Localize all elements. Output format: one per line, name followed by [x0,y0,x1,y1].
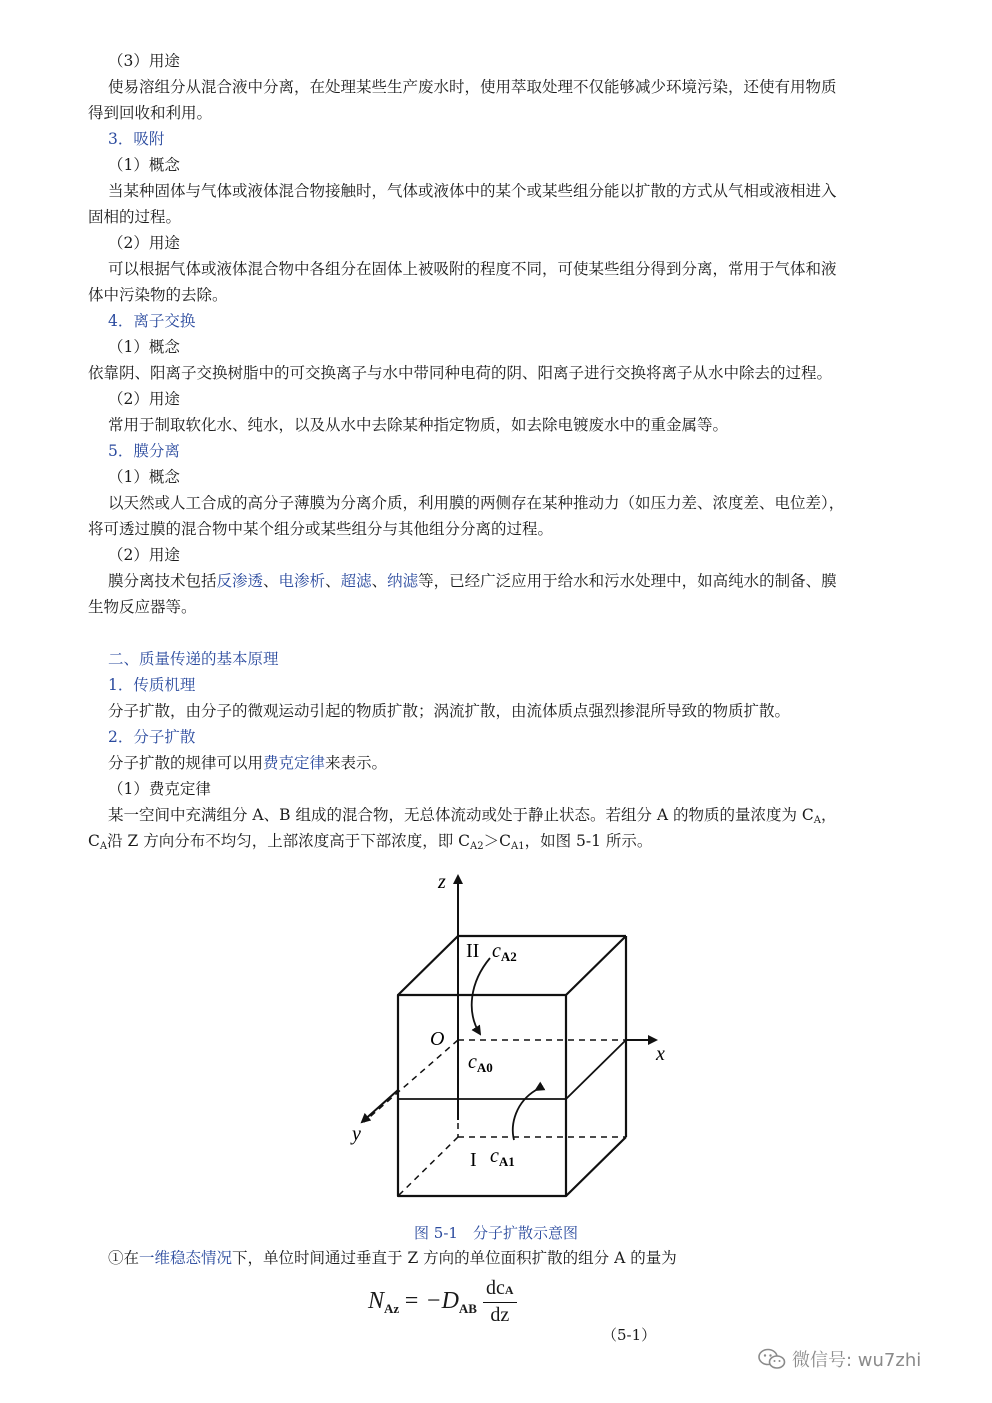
term-ultrafiltration: 超滤 [340,572,372,590]
wechat-watermark [758,1346,921,1372]
paragraph-line: 依靠阴、阳离子交换树脂中的可交换离子与水中带同种电荷的阴、阳离子进行交换将离子从水中除去的过程。 [88,364,833,382]
term-reverse-osmosis: 反渗透 [216,572,264,590]
diffusion-cube-figure [340,862,680,1212]
paragraph-line: 分子扩散的规律可以用费克定律来表示。 [108,754,388,772]
equation-number: （5-1） [602,1326,657,1344]
subheading-usage: （2）用途 [108,546,180,564]
paragraph-line: 得到回收和利用。 [88,104,213,122]
term-one-dim-steady: 一维稳态情况 [139,1249,233,1267]
watermark-text: 微信号: wu7zhi [792,1350,922,1371]
paragraph-membrane-use: 膜分离技术包括反渗透、电渗析、超滤、纳滤等，已经广泛应用于给水和污水处理中，如高纯水的制备、膜 [108,572,837,590]
axis-label-y: y [352,1123,361,1145]
subheading-concept: （1）概念 [108,338,180,356]
section-heading: 二、质量传递的基本原理 [108,650,279,668]
formula-lhs: N [368,1288,385,1314]
axis-label-z: z [438,871,446,893]
paragraph-line: ①在一维稳态情况下，单位时间通过垂直于 Z 方向的单位面积扩散的组分 A 的量为 [108,1249,677,1267]
arrow-bottom-to-mid [513,1090,536,1140]
formula-fraction: dcA dz [483,1276,517,1327]
subheading-concept: （1）概念 [108,156,180,174]
formula-ficks-law [368,1276,517,1327]
heading-molecular-diffusion: 2．分子扩散 [108,728,196,746]
paragraph-line: 某一空间中充满组分 A、B 组成的混合物，无总体流动或处于静止状态。若组分 A 的物质的量浓度为 $C_A$， [108,806,837,826]
subheading-concept: （1）概念 [108,468,180,486]
paragraph-line: 以天然或人工合成的高分子薄膜为分离介质，利用膜的两侧存在某种推动力（如压力差、浓度差、电位差）， [108,494,845,512]
heading-membrane: 5．膜分离 [108,442,180,460]
heading-mechanism: 1．传质机理 [108,676,196,694]
term-ficks-law: 费克定律 [263,754,326,772]
paragraph-line: 生物反应器等。 [88,598,197,616]
formula-eq: = −D [403,1288,459,1314]
paragraph-line: 分子扩散，由分子的微观运动引起的物质扩散；涡流扩散，由流体质点强烈掺混所导致的物质扩散。 [108,702,791,720]
term-nanofiltration: 纳滤 [387,572,419,590]
paragraph-line: 可以根据气体或液体混合物中各组分在固体上被吸附的程度不同，可使某些组分得到分离，常用于气体和液 [108,260,837,278]
heading-adsorption: 3．吸附 [108,130,165,148]
axis-label-x: x [656,1043,665,1065]
zone-label-II: II [466,940,480,962]
subheading-ficks-law: （1）费克定律 [108,780,211,798]
conc-label-top: $c_{A2}$ [492,940,517,964]
formula-d-sub: AB [458,1300,477,1316]
y-axis [362,1090,398,1122]
term-electrodialysis: 电渗析 [278,572,326,590]
paragraph-line: 常用于制取软化水、纯水，以及从水中去除某种指定物质，如去除电镀废水中的重金属等。 [108,416,729,434]
y-axis-inside [364,1040,458,1122]
heading-ion-exchange: 4．离子交换 [108,312,196,330]
paragraph-line: 固相的过程。 [88,208,182,226]
formula-lhs-sub: Az [384,1300,400,1316]
subheading-usage: （2）用途 [108,234,180,252]
section-side-line [566,1040,626,1099]
paragraph-line: 当某种固体与气体或液体混合物接触时，气体或液体中的某个或某些组分能以扩散的方式从气相或液相进入 [108,182,837,200]
figure-caption: 图 5-1 分子扩散示意图 [414,1224,578,1242]
subheading-usage: （2）用途 [108,390,180,408]
paragraph-line: 使易溶组分从混合液中分离，在处理某些生产废水时，使用萃取处理不仅能够减少环境污染，还使有用物质 [108,78,837,96]
zone-label-I: I [470,1149,477,1171]
origin-label: O [430,1028,445,1050]
paragraph-line: 将可透过膜的混合物中某个组分或某些组分与其他组分分离的过程。 [88,520,554,538]
paragraph-line: $C_A$沿 Z 方向分布不均匀，上部浓度高于下部浓度，即 $C_{A2}>C_{A1}$，如图 5-1 所示。 [88,832,653,852]
heading-usage-extraction: （3）用途 [108,52,180,70]
paragraph-line: 体中污染物的去除。 [88,286,228,304]
conc-label-bottom: $c_{A1}$ [490,1145,515,1169]
wechat-icon [758,1348,786,1370]
conc-label-mid: $c_{A0}$ [468,1051,493,1075]
